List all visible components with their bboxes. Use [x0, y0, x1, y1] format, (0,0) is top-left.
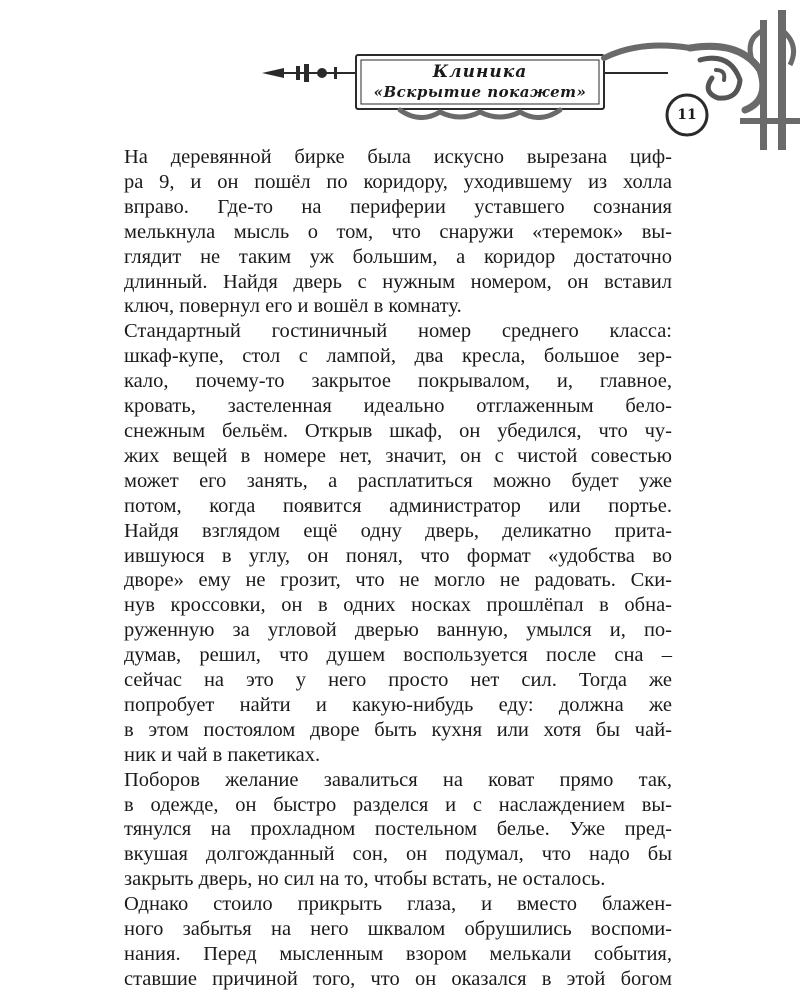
- page-number: 11: [677, 107, 697, 123]
- text-line: шкаф-купе, стол с лампой, два кресла, большое зер-: [124, 345, 672, 368]
- text-line: ключ, повернул его и вошёл в комнату.: [124, 295, 462, 318]
- paragraph: [92, 145, 672, 319]
- text-line: может его занять, а расплатиться можно будет уже: [124, 469, 672, 492]
- text-line: в одежде, он быстро разделся и с наслаждением вы-: [124, 793, 672, 816]
- running-title-line2: «Вскрытие покажет»: [373, 83, 587, 101]
- page-header: [0, 0, 800, 150]
- running-title: [358, 57, 602, 107]
- text-line: ник и чай в пакетиках.: [124, 743, 321, 766]
- text-line: закрыть дверь, но сил на то, чтобы встать, не осталось.: [124, 868, 606, 891]
- paragraph: [92, 319, 672, 767]
- text-line: снежным бельём. Открыв шкаф, он убедился, что чу-: [124, 419, 672, 442]
- text-line: Найдя взглядом ещё одну дверь, деликатно прита-: [124, 519, 672, 542]
- text-line: ного забытья на него шквалом обрушились воспоми-: [124, 918, 672, 941]
- text-line: потом, когда появится администратор или портье.: [124, 494, 672, 517]
- text-line: нания. Перед мысленным взором мелькали события,: [124, 943, 672, 965]
- paragraph: [92, 892, 672, 992]
- text-line: Однако стоило прикрыть глаза, и вместо блажен-: [124, 893, 672, 916]
- text-line: вправо. Где-то на периферии уставшего сознания: [124, 195, 672, 218]
- text-line: сейчас на это у него просто нет сил. Тогда же: [124, 669, 672, 692]
- text-line: кало, почему-то закрытое покрывалом, и, главное,: [124, 370, 672, 393]
- text-line: Поборов желание завалиться на коват прямо так,: [124, 768, 672, 791]
- text-line: ившуюся в углу, он понял, что формат «удобства во: [124, 544, 672, 567]
- running-title-line1: Клиника: [432, 62, 528, 82]
- text-line: дворе» ему не грозит, что не могло не радовать. Ски-: [124, 569, 672, 592]
- text-line: нув кроссовки, он в одних носках прошлёпал в обна-: [124, 594, 672, 617]
- text-line: ра 9, и он пошёл по коридору, уходившему из холла: [124, 170, 672, 193]
- text-line: кровать, застеленная идеально отглаженным бело-: [124, 395, 672, 418]
- text-line: руженную за угловой дверью ванную, умылся и, по-: [124, 619, 672, 642]
- text-line: в этом постоялом дворе быть кухня или хотя бы чай-: [124, 718, 672, 741]
- text-line: тянулся на прохладном постельном белье. Уже пред-: [124, 818, 672, 841]
- text-line: На деревянной бирке была искусно вырезана циф-: [124, 146, 672, 168]
- text-line: глядит не таким уж большим, а коридор достаточно: [124, 245, 672, 268]
- text-line: ставшие причиной того, что он оказался в этой богом: [124, 967, 672, 990]
- body-text: [92, 145, 672, 992]
- text-line: думав, решил, что душем воспользуется после сна –: [124, 644, 672, 667]
- spear-ornament: [262, 64, 358, 82]
- text-line: мелькнула мысль о том, что снаружи «теремок» вы-: [124, 220, 672, 243]
- text-line: попробует найти и какую-нибудь еду: должна же: [124, 693, 672, 716]
- paragraph: [92, 768, 672, 893]
- text-line: жих вещей в номере нет, значит, он с чистой совестью: [124, 444, 672, 467]
- text-line: Стандартный гостиничный номер среднего класса:: [124, 320, 672, 343]
- text-line: вкушая долгожданный сон, он подумал, что надо бы: [124, 843, 672, 866]
- text-line: длинный. Найдя дверь с нужным номером, он вставил: [124, 270, 672, 293]
